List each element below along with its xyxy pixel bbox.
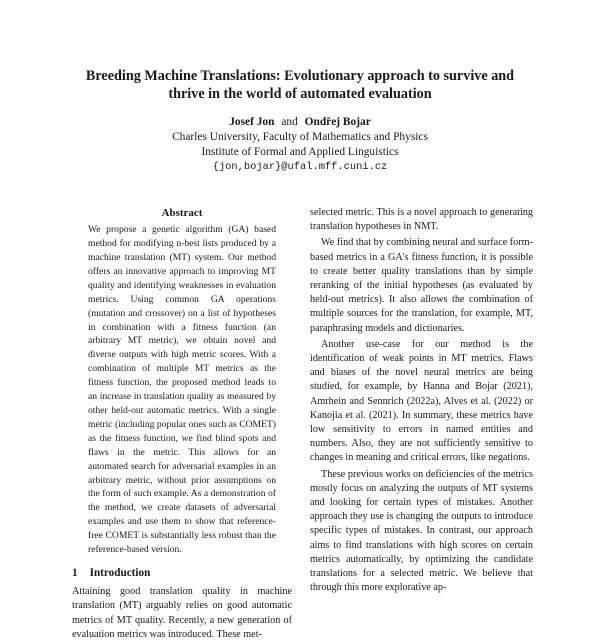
author-1: Josef Jon bbox=[229, 116, 275, 128]
left-column bbox=[72, 206, 292, 642]
title-line-1: Breeding Machine Translations: Evolutionary approach to survive and bbox=[85, 68, 515, 84]
author-email: {jon,bojar}@ufal.mff.cuni.cz bbox=[212, 161, 388, 173]
right-paragraph-4: These previous works on deficiencies of the metrics mostly focus on analyzing the outputs of MT systems and looking for certain types of mistakes. Another approach they use is changing the outputs to introduce specific types of mistakes. In contrast, our approach aims to find translations with high scores on certain metrics automatically, by optimizing the candidate translations for a selected metric. We believe that through this more explorative ap- bbox=[310, 468, 533, 594]
paper-title bbox=[60, 67, 540, 103]
affiliation-1: Charles University, Faculty of Mathematics and Physics bbox=[172, 131, 428, 143]
author-block bbox=[60, 115, 540, 175]
section-heading bbox=[72, 566, 292, 580]
right-paragraph-2: We find that by combining neural and surface form-based metrics in a GA's fitness function, it is possible to create better quality translations than by simple reranking of the initial hypotheses (as evaluated by held-out metrics). It also allows the combination of multiple sources for the translation, for example, MT, paraphrasing models and dictionaries. bbox=[310, 237, 533, 334]
right-column bbox=[310, 206, 533, 595]
right-paragraph-3: Another use-case for our method is the identification of weak points in MT metrics. Flaws and biases of the novel neural metrics are being studied, for example, by Hanna and Bojar (2021), Amrhein and Sennrich (2022a), Alves et al. (2022) or Kanojia et al. (2021). In summary, these metrics have low sensitivity to errors in named entities and numbers. Also, they are not sufficiently sensitive to changes in meaning and critical errors, like negations. bbox=[310, 338, 533, 464]
author-names bbox=[60, 115, 540, 130]
section-number: 1 bbox=[72, 566, 78, 579]
section-title: Introduction bbox=[89, 566, 151, 579]
right-paragraph-1: selected metric. This is a novel approach to generating translation hypotheses in NMT. bbox=[310, 207, 533, 233]
affiliation-2: Institute of Formal and Applied Linguistics bbox=[201, 146, 399, 158]
author-conjunction: and bbox=[281, 116, 298, 128]
abstract-text: We propose a genetic algorithm (GA) based method for modifying n-best lists produced by a machine translation (MT) system. Our method offers an innovative approach to improving MT quality and identifying weaknesses in evaluation metrics. Using common GA operations (mutation and crossover) on a list of hypotheses in combination with a fitness function (an arbitrary MT metric), we obtain novel and diverse outputs with high metric scores. With a combination of multiple MT metrics as the fitness function, the proposed method leads to an increase in translation quality as measured by other held-out automatic metrics. With a single metric (including popular ones such as COMET) as the fitness function, we find blind spots and flaws in the metric. This allows for an automated search for adversarial examples in an arbitrary metric, without prior assumptions on the form of such example. As a demonstration of the method, we create datasets of adversarial examples and use them to show that reference-free COMET is substantially less robust than the reference-based version. bbox=[88, 224, 276, 556]
abstract-heading: Abstract bbox=[161, 207, 203, 219]
author-2: Ondřej Bojar bbox=[304, 116, 371, 128]
intro-paragraph: Attaining good translation quality in machine translation (MT) arguably relies on good automatic metrics of MT quality. Recently, a new generation of evaluation metrics was introduced. These met- bbox=[72, 586, 292, 640]
title-line-2: thrive in the world of automated evaluation bbox=[168, 86, 432, 102]
